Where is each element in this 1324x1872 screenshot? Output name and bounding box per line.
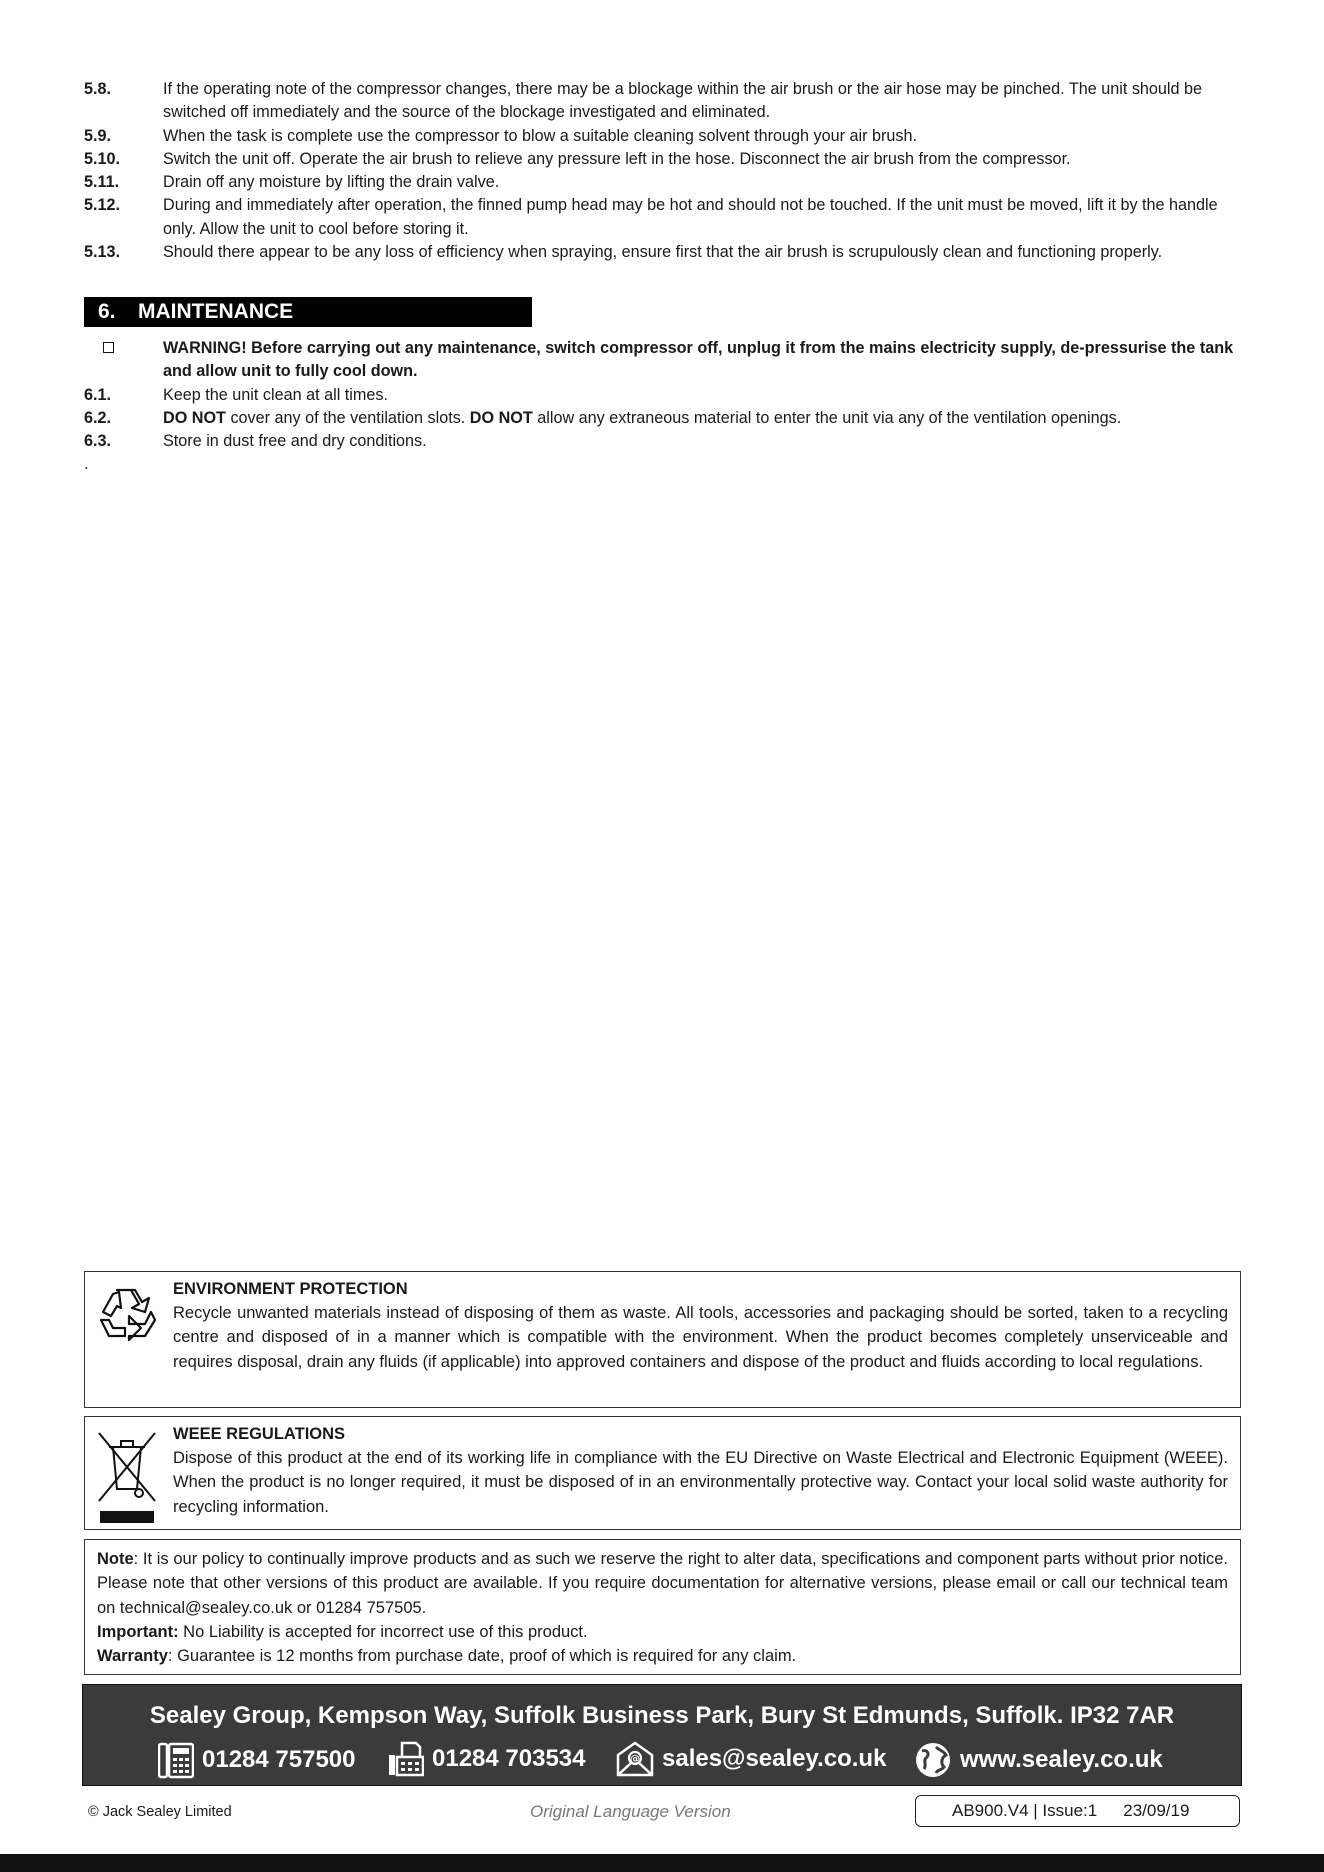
email-contact[interactable] (616, 1741, 886, 1777)
email-address[interactable]: sales@sealey.co.uk (662, 1745, 887, 1772)
warranty-text: : Guarantee is 12 months from purchase date, proof of which is required for any claim. (167, 1647, 797, 1665)
step-5-8 (84, 78, 1240, 125)
step-number: 6.2. (84, 408, 112, 427)
website-url[interactable]: www.sealey.co.uk (960, 1746, 1163, 1773)
fax-contact (388, 1741, 586, 1777)
phone-number: 01284 757500 (202, 1746, 356, 1773)
weee-regulations-box (84, 1416, 1241, 1530)
step-5-11 (84, 171, 1240, 194)
note-label: Note (97, 1550, 134, 1568)
document-id: AB900.V4 | Issue:1 (952, 1801, 1098, 1820)
maintenance-warning (84, 337, 1240, 384)
environment-protection-box (84, 1271, 1241, 1408)
step-text: During and immediately after operation, the finned pump head may be hot and should not be touched. If the unit must be moved, lift it by the handle only. Allow the unit to cool before storing it. (163, 196, 1218, 238)
step-number: 5.10. (84, 149, 121, 168)
step-number: 5.9. (84, 126, 112, 145)
warranty-paragraph (97, 1644, 1228, 1668)
step-number: 6.1. (84, 385, 112, 404)
environment-text: Recycle unwanted materials instead of disposing of them as waste. All tools, accessories and packaging should be sorted, taken to a recycling centre and disposed of in a manner which is compatible with the environment. When the product becomes completely unserviceable and requires disposal, drain any fluids (if applicable) into approved containers and dispose of the product and fluids according to local regulations. (173, 1304, 1228, 1371)
telephone-icon (158, 1741, 194, 1779)
step-number: 5.12. (84, 196, 121, 215)
step-text: When the task is complete use the compressor to blow a suitable cleaning solvent through your air brush. (163, 126, 918, 145)
weee-text: Dispose of this product at the end of its working life in compliance with the EU Directive on Waste Electrical and Electronic Equipment (WEEE). When the product is no longer required, it must be disposed of in an environmentally protective way. Contact your local solid waste authority for recycling information. (173, 1449, 1228, 1516)
section-number: 6. (98, 300, 116, 323)
checkbox-icon (84, 337, 163, 384)
phone-contact (158, 1741, 356, 1779)
note-box (84, 1539, 1241, 1675)
step-text: Switch the unit off. Operate the air brush to relieve any pressure left in the hose. Disconnect the air brush from the compressor. (163, 149, 1071, 168)
section-heading-maintenance (84, 297, 532, 327)
step-6-2 (84, 407, 1240, 430)
warning-text: WARNING! Before carrying out any maintenance, switch compressor off, unplug it from the mains electricity supply, de-pressurise the tank and allow unit to fully cool down. (163, 339, 1234, 381)
weee-title: WEEE REGULATIONS (173, 1425, 346, 1443)
step-6-3 (84, 430, 1240, 453)
email-envelope-icon (616, 1741, 654, 1777)
bottom-rule (0, 1854, 1324, 1872)
note-paragraph (97, 1547, 1228, 1620)
language-version: Original Language Version (530, 1802, 731, 1821)
recycle-icon (95, 1284, 161, 1353)
website-contact[interactable] (914, 1741, 1163, 1779)
step-number: 6.3. (84, 432, 112, 451)
contact-footer (82, 1684, 1242, 1786)
step-text: Drain off any moisture by lifting the drain valve. (163, 173, 500, 192)
section-title: MAINTENANCE (138, 300, 294, 323)
step-text: Should there appear to be any loss of efficiency when spraying, ensure first that the air brush is scrupulously clean and functioning properly. (163, 243, 1163, 262)
weee-bin-icon (95, 1429, 159, 1528)
document-id-box (915, 1795, 1240, 1827)
fax-number: 01284 703534 (432, 1745, 586, 1772)
environment-title: ENVIRONMENT PROTECTION (173, 1280, 408, 1298)
important-text: No Liability is accepted for incorrect use of this product. (178, 1623, 588, 1641)
step-text: DO NOT cover any of the ventilation slots. DO NOT allow any extraneous material to enter the unit via any of the ventilation openings. (163, 408, 1122, 427)
steps-list-5 (84, 78, 1240, 264)
step-text: Keep the unit clean at all times. (163, 385, 388, 404)
document-date: 23/09/19 (1123, 1801, 1190, 1820)
warranty-label: Warranty (97, 1647, 168, 1665)
globe-icon (914, 1741, 952, 1779)
step-number: 5.11. (84, 173, 120, 192)
step-5-12 (84, 194, 1240, 241)
step-text: Store in dust free and dry conditions. (163, 432, 427, 451)
svg-text:@: @ (630, 1754, 640, 1765)
maintenance-list (84, 337, 1240, 477)
step-5-13 (84, 241, 1240, 264)
fax-icon (388, 1741, 424, 1777)
step-5-10 (84, 148, 1240, 171)
step-text: If the operating note of the compressor changes, there may be a blockage within the air brush or the air hose may be pinched. The unit should be switched off immediately and the source of the blockage investigated and eliminated. (163, 80, 1203, 122)
important-paragraph (97, 1620, 1228, 1644)
copyright: © Jack Sealey Limited (88, 1804, 232, 1820)
step-6-1 (84, 384, 1240, 407)
note-text: : It is our policy to continually improve products and as such we reserve the right to alter data, specifications and component parts without prior notice. Please note that other versions of this product are available. If you require documentation for alternative versions, please email or call our technical team on technical@sealey.co.uk or 01284 757505. (97, 1550, 1228, 1617)
step-5-9 (84, 125, 1240, 148)
important-label: Important: (97, 1623, 179, 1641)
stray-dot: . (84, 455, 89, 474)
company-address: Sealey Group, Kempson Way, Suffolk Business Park, Bury St Edmunds, Suffolk. IP32 7AR (149, 1702, 1175, 1729)
step-number: 5.8. (84, 80, 112, 98)
step-number: 5.13. (84, 243, 121, 262)
